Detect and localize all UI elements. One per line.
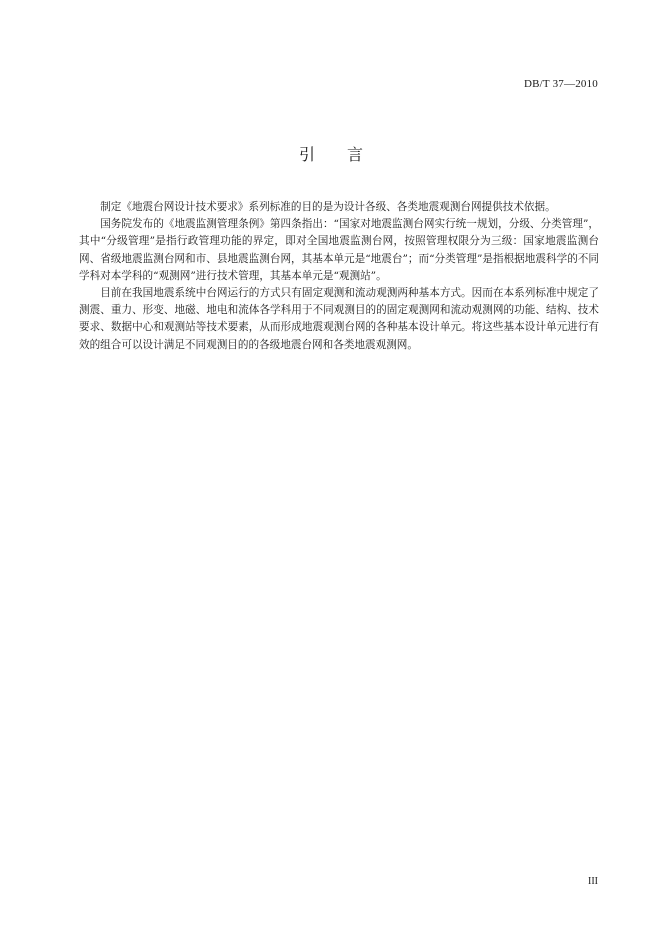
title-char-1: 引 (298, 145, 315, 164)
introduction-body (79, 199, 599, 354)
title-char-2: 言 (347, 145, 364, 164)
standard-code: DB/T 37—2010 (523, 78, 598, 90)
paragraph-observation-modes: 目前在我国地震系统中台网运行的方式只有固定观测和流动观测两种基本方式。因而在本系列标准中规定了测震、重力、形变、地磁、地电和流体各学科用于不同观测目的的固定观测网和流动观测网的功能、结构、技术要求、数据中心和观测站等技术要素，从而形成地震观测台网的各种基本设计单元。将这些基本设计单元进行有效的组合可以设计满足不同观测目的的各级地震台网和各类地震观测网。 (79, 287, 599, 351)
paragraph-purpose: 制定《地震台网设计技术要求》系列标准的目的是为设计各级、各类地震观测台网提供技术依据。 (100, 201, 556, 213)
page-number: III (588, 876, 598, 887)
page-title (0, 142, 662, 165)
paragraph-regulation: 国务院发布的《地震监测管理条例》第四条指出：“国家对地震监测台网实行统一规划，分级、分类管理”，其中“分级管理”是指行政管理功能的界定，即对全国地震监测台网，按照管理权限分为三级：国家地震监测台网、省级地震监测台网和市、县地震监测台网，其基本单元是“地震台”；而“分类管理”是指根据地震科学的不同学科对本学科的“观测网”进行技术管理，其基本单元是“观测站”。 (79, 218, 599, 282)
